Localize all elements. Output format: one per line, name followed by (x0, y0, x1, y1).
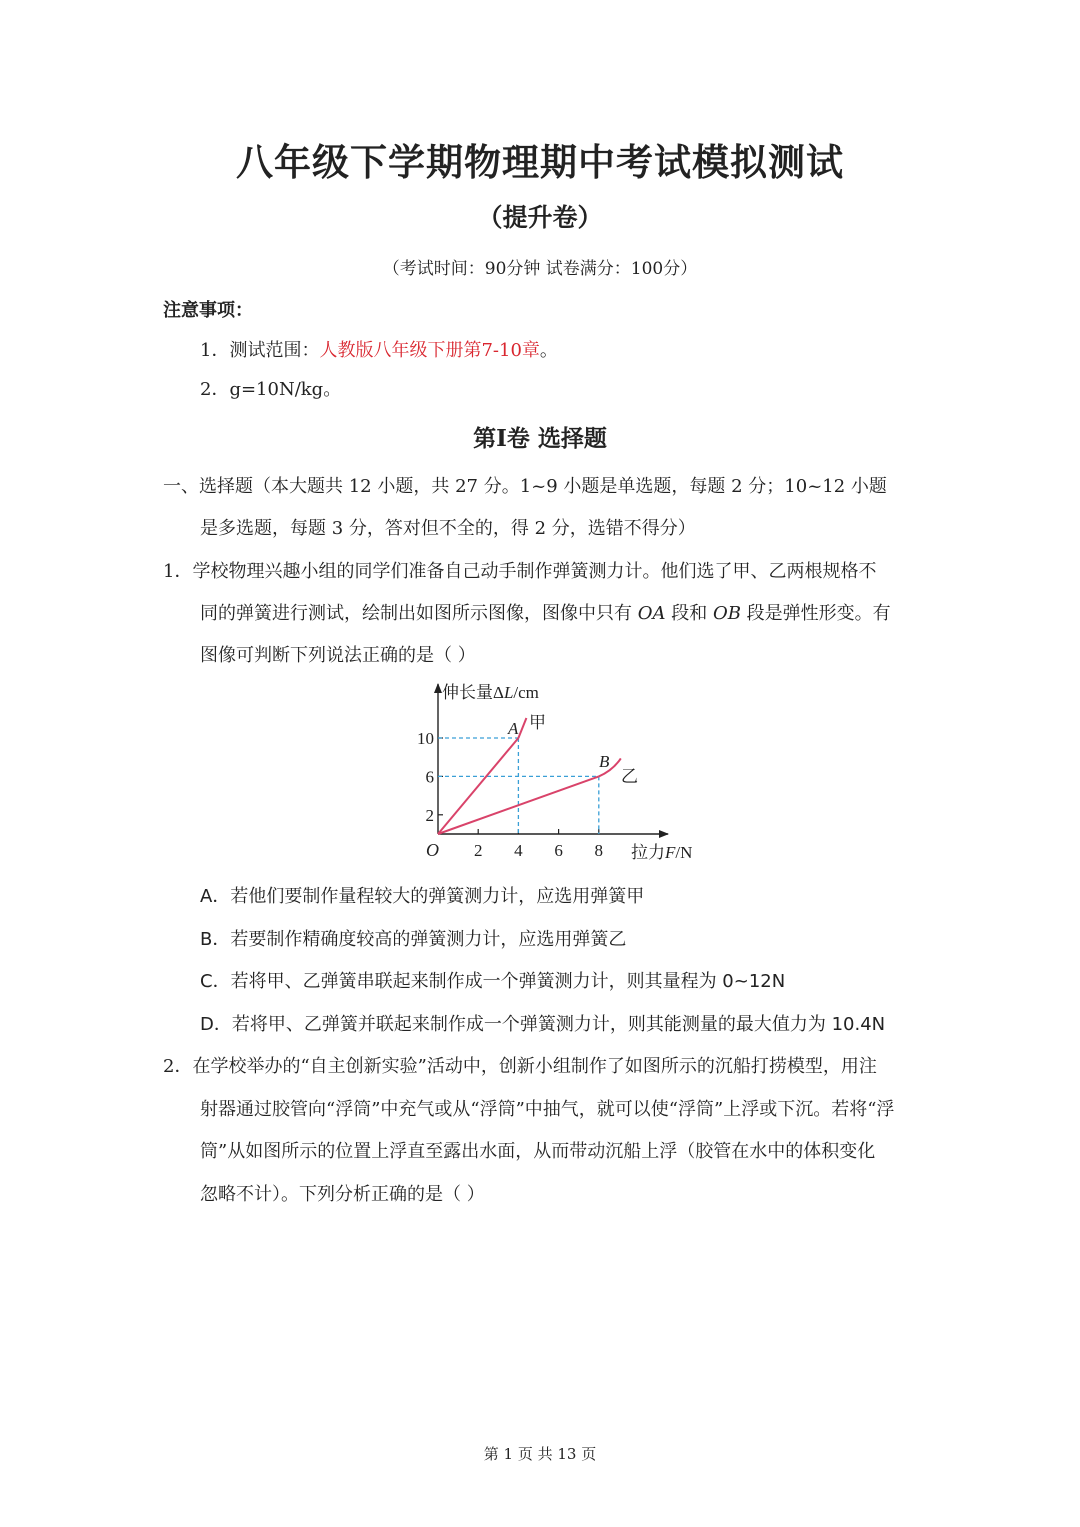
series-1-name: 甲 (529, 713, 546, 732)
section-title: 第Ⅰ卷 选择题 (473, 425, 607, 452)
series-1-point-label: A (508, 719, 519, 738)
notice-item-1-suffix: 。 (539, 340, 558, 361)
part1-line-1: 一、选择题（本大题共 12 小题，共 27 分。1~9 小题是单选题，每题 2 分；10~12 小题 (163, 476, 887, 497)
series-2-name: 乙 (621, 767, 638, 786)
x-tick-label: 4 (514, 841, 523, 860)
notice-item-1-prefix: 1．测试范围： (200, 340, 320, 361)
q1-option-a: A．若他们要制作量程较大的弹簧测力计，应选用弹簧甲 (200, 886, 645, 907)
q2-line-2: 射器通过胶管向“浮筒”中充气或从“浮筒”中抽气，就可以使“浮筒”上浮或下沉。若将“浮 (200, 1099, 895, 1120)
page-subtitle: （提升卷） (477, 203, 603, 232)
y-axis-label-prefix: 伸长量Δ (442, 683, 504, 702)
x-axis-label-prefix: 拉力 (631, 843, 665, 862)
exam-meta: （考试时间：90分钟 试卷满分：100分） (382, 259, 698, 279)
x-tick-label: 6 (554, 841, 563, 860)
segment-ob: OB (712, 603, 741, 624)
q1-line-2-b: 段和 (665, 603, 713, 624)
spring-chart (400, 676, 720, 868)
q2-line-4: 忽略不计）。下列分析正确的是（ ） (200, 1184, 485, 1205)
q1-line-2-a: 同的弹簧进行测试，绘制出如图所示图像，图像中只有 (200, 603, 638, 624)
q1-option-d: D．若将甲、乙弹簧并联起来制作成一个弹簧测力计，则其能测量的最大值力为 10.4N (200, 1014, 886, 1035)
y-axis-label (442, 683, 539, 702)
x-tick-label: 8 (594, 841, 604, 860)
notice-scope: 人教版八年级下册第7-10章 (319, 340, 540, 361)
part1-line-2: 是多选题，每题 3 分，答对但不全的，得 2 分，选错不得分） (200, 518, 696, 539)
y-tick-label: 2 (425, 805, 434, 825)
notice-heading: 注意事项： (163, 300, 253, 321)
q2-line-1: 2．在学校举办的“自主创新实验”活动中，创新小组制作了如图所示的沉船打捞模型，用注 (163, 1056, 877, 1077)
y-axis-label-var: L (503, 683, 514, 702)
x-axis-label-unit: /N (675, 843, 693, 862)
notice-item-2: 2．g=10N/kg。 (200, 379, 342, 400)
q1-line-1: 1．学校物理兴趣小组的同学们准备自己动手制作弹簧测力计。他们选了甲、乙两根规格不 (163, 561, 877, 582)
q1-option-c: C．若将甲、乙弹簧串联起来制作成一个弹簧测力计，则其量程为 0~12N (200, 971, 786, 992)
q1-line-2 (200, 599, 891, 625)
page-title: 八年级下学期物理期中考试模拟测试 (236, 140, 844, 184)
x-tick-label: 2 (473, 841, 483, 860)
page-number: 第 1 页 共 13 页 (483, 1445, 597, 1463)
q1-option-b: B．若要制作精确度较高的弹簧测力计，应选用弹簧乙 (200, 929, 627, 950)
notice-item-1 (200, 336, 558, 362)
q2-line-3: 筒”从如图所示的位置上浮直至露出水面，从而带动沉船上浮（胶管在水中的体积变化 (200, 1141, 876, 1162)
y-tick-label: 10 (417, 729, 434, 748)
series-2-point-label: B (599, 752, 610, 771)
x-axis-label-var: F (665, 843, 676, 862)
y-axis-label-unit: /cm (513, 683, 539, 702)
series-tail-1 (518, 718, 526, 738)
origin-label: O (426, 840, 439, 860)
segment-oa: OA (637, 603, 666, 624)
q1-line-2-c: 段是弹性形变。有 (740, 603, 891, 624)
y-tick-label: 6 (425, 767, 434, 787)
q1-line-3: 图像可判断下列说法正确的是（ ） (200, 645, 476, 666)
x-axis-label (631, 843, 692, 862)
